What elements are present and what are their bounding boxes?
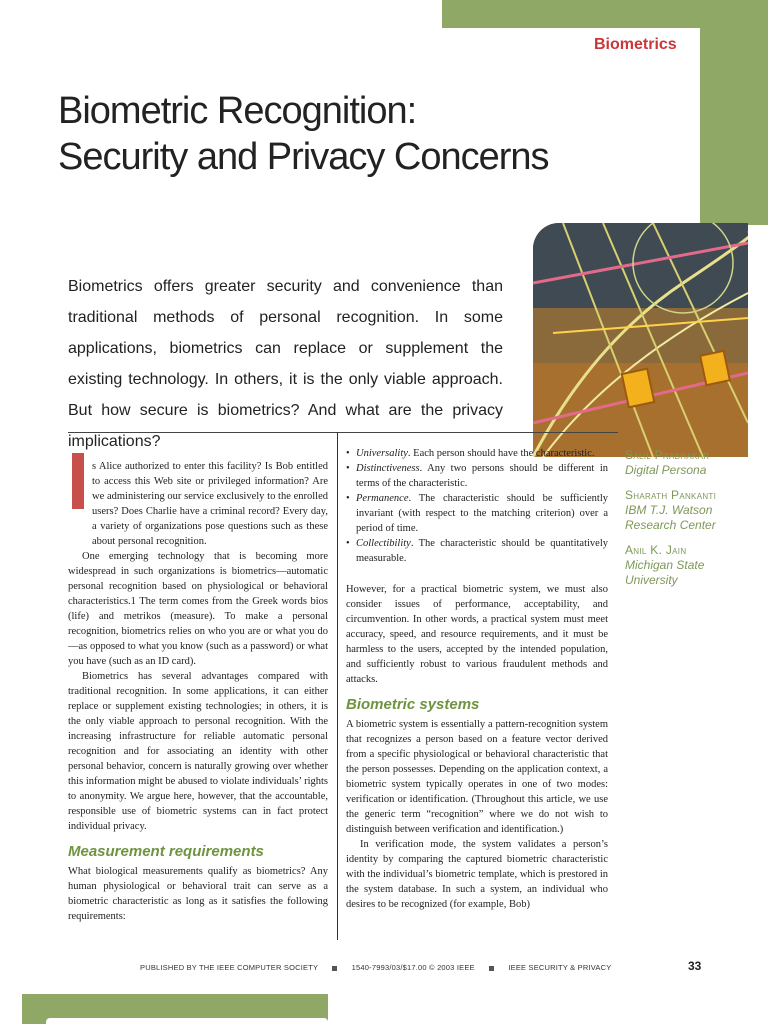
- author-entry: [625, 543, 725, 588]
- body-column-left: [68, 459, 328, 924]
- author-name: Sharath Pankanti: [625, 488, 717, 502]
- author-entry: [625, 448, 725, 478]
- paragraph-2: One emerging technology that is becoming more widespread in such organizations is biometrics—automatic personal recognition based on physiological or behavioral characteristics.1 The term comes from the Greek words bios (life) and metrikos (measure). To make a personal recognition, biometrics relies on who you are or what you do—as opposed to what you know (such as a password) or what you have (such as an ID card).: [68, 551, 328, 667]
- footer-publisher: PUBLISHED BY THE IEEE COMPUTER SOCIETY: [140, 963, 319, 972]
- author-entry: [625, 488, 725, 533]
- bullet-icon: •: [346, 538, 350, 549]
- section-label: Biometrics: [594, 36, 677, 53]
- paragraph-7: In verification mode, the system validates a person’s identity by comparing the captured biometric characteristic with the individual’s biometric template, which is prestored in the system database. In such a system, an individual who desires to be recognized (for example, Bob): [346, 839, 608, 910]
- body-column-right: [346, 446, 608, 912]
- title-line-2: Security and Privacy Concerns: [58, 136, 549, 178]
- paragraph-1: s Alice authorized to enter this facility? Is Bob entitled to access this Web site or privileged information? Are we administering our service exclusively to the enrolled users? Does Charlie have a criminal record? Every day, a variety of organizations pose questions such as these about personal recognition.: [92, 461, 328, 547]
- author-name: Salil Prabhakar: [625, 448, 710, 462]
- column-divider: [337, 432, 338, 940]
- footer-journal: IEEE SECURITY & PRIVACY: [508, 963, 612, 972]
- article-title: [58, 88, 618, 180]
- bullet-icon: •: [346, 463, 350, 474]
- title-line-1: Biometric Recognition:: [58, 90, 417, 132]
- page-number: 33: [688, 959, 702, 973]
- paragraph-4: What biological measurements qualify as biometrics? Any human physiological or behavioral trait can serve as a biometric characteristic as long as it satisfies the following requirements:: [68, 866, 328, 922]
- author-affiliation: Digital Persona: [625, 463, 707, 477]
- page-footer: [140, 963, 611, 972]
- heading-biometric-systems: Biometric systems: [346, 696, 480, 713]
- list-item: • Distinctiveness. Any two persons should be different in terms of the characteristic.: [346, 463, 608, 489]
- author-name: Anil K. Jain: [625, 543, 687, 557]
- author-affiliation: IBM T.J. Watson Research Center: [625, 503, 716, 532]
- footer-issn: 1540-7993/03/$17.00 © 2003 IEEE: [351, 963, 475, 972]
- bullet-icon: •: [346, 493, 350, 504]
- cover-illustration: [533, 223, 748, 457]
- paragraph-6: A biometric system is essentially a pattern-recognition system that recognizes a person based on a feature vector derived from a specific physiological or behavioral characteristic that the person possesses. Depending on the application context, a biometric system typically operates in one of two modes: verification or identification. (Throughout this article, we use the generic term “recognition” where we do not wish to distinguish between verification and identification.): [346, 719, 608, 835]
- author-list: [625, 448, 725, 598]
- requirements-list: [346, 446, 608, 566]
- list-item: • Universality. Each person should have the characteristic.: [346, 448, 595, 459]
- square-icon: [489, 966, 494, 971]
- author-affiliation: Michigan State University: [625, 558, 705, 587]
- paragraph-5: However, for a practical biometric system, we must also consider issues of performance, acceptability, and circumvention. In other words, a practical system must meet accuracy, speed, and resource requirements, and it must be harmless to the users, accepted by the intended population, and sufficiently robust to various fraudulent methods and attacks.: [346, 584, 608, 685]
- horizontal-rule: [68, 432, 618, 433]
- list-item: • Permanence. The characteristic should be sufficiently invariant (with respect to the matching criterion) over a period of time.: [346, 493, 608, 534]
- bullet-icon: •: [346, 448, 350, 459]
- paragraph-3: Biometrics has several advantages compared with traditional recognition. In some applications, it can either replace or supplement existing technologies; in others, it is the only viable approach to personal recognition. With the increasing infrastructure for reliable automatic personal recognition and for associating an identity with other personal behavior, concern is naturally growing over whether this information might be abused to violate individuals’ rights to anonymity. We argue here, however, that the accountable, responsible use of biometric systems can in fact protect individual privacy.: [68, 671, 328, 832]
- right-color-band: [700, 0, 768, 225]
- square-icon: [332, 966, 337, 971]
- heading-measurement-requirements: Measurement requirements: [68, 843, 264, 860]
- bottom-band-notch: [46, 1018, 328, 1024]
- article-abstract: Biometrics offers greater security and convenience than traditional methods of personal recognition. In some applications, biometrics can replace or supplement the existing technology. In others, it is the only viable approach. But how secure is biometrics? And what are the privacy implications?: [68, 278, 503, 450]
- list-item: • Collectibility. The characteristic should be quantitatively measurable.: [346, 538, 608, 564]
